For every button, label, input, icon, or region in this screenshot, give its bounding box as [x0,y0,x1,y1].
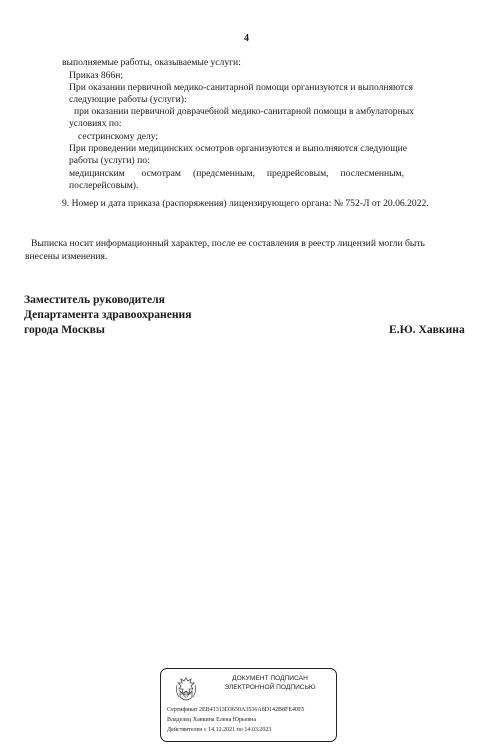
signatory-name: Е.Ю. Хавкина [389,323,465,336]
stamp-validity: Действителен с 14.12.2021 по 14.03.2023 [167,727,272,733]
body-line: сестринскому делу; [78,131,159,142]
body-line: выполняемые работы, оказываемые услуги: [62,57,241,68]
electronic-signature-stamp [160,668,337,742]
body-line: При оказании первичной медико-санитарной помощи организуются и выполняются [69,82,413,93]
body-line: работы (услуги) по: [69,155,150,166]
body-line: следующие работы (услуги): [69,94,187,105]
body-line: условиях по: [69,118,122,129]
stamp-owner: Владелец Хавкина Елена Юрьевна [167,717,257,723]
notice-line: внесены изменения. [25,251,108,262]
notice-line: Выписка носит информационный характер, после ее составления в реестр лицензий могли быть [31,238,425,249]
body-line: При проведении медицинских осмотров организуются и выполняются следующие [69,143,407,154]
body-line: послерейсовым). [69,180,139,191]
body-line: 9. Номер и дата приказа (распоряжения) лицензирующего органа: № 752-Л от 20.06.2022. [62,198,429,209]
body-line: Приказ 866н; [69,70,124,81]
body-line: медицинским осмотрам (предсменным, предрейсовым, послесменным, [69,168,405,179]
moscow-coat-of-arms-icon [171,675,201,705]
signatory-position: города Москвы [24,323,105,336]
signatory-position: Департамента здравоохранения [24,308,192,321]
stamp-certificate: Сертификат 2EB41313D3650A3536A8D142B8FE40F5 [167,707,305,713]
page-number: 4 [244,33,249,44]
stamp-title: ДОКУМЕНТ ПОДПИСАН ЭЛЕКТРОННОЙ ПОДПИСЬЮ [224,675,316,691]
body-line: при оказании первичной доврачебной медико-санитарной помощи в амбулаторных [74,106,414,117]
signatory-position: Заместитель руководителя [24,293,165,306]
